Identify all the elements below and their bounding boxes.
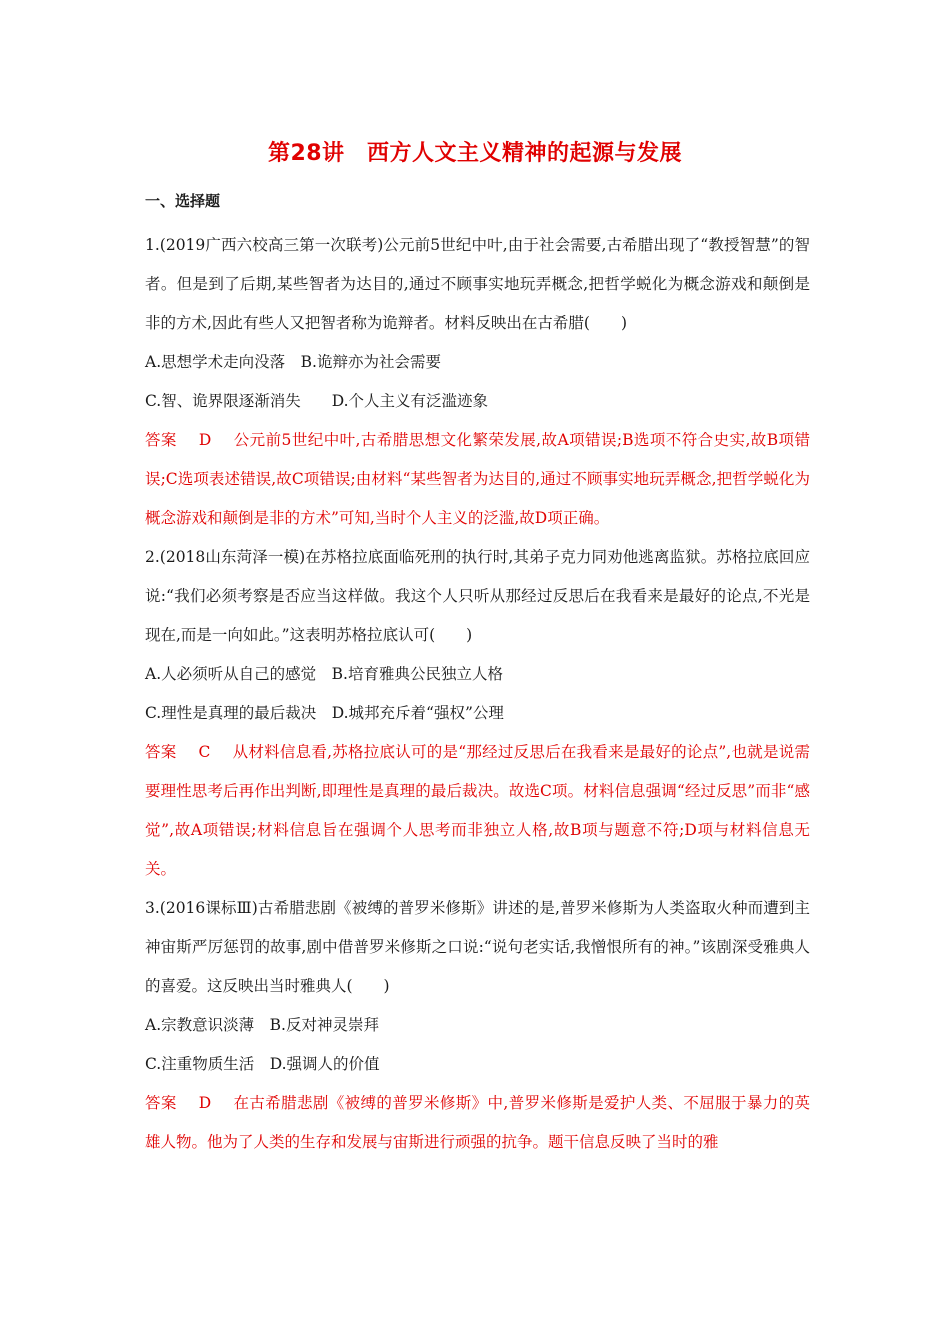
answer-block xyxy=(145,1084,810,1162)
answer-explanation: 公元前5世纪中叶,古希腊思想文化繁荣发展,故A项错误;B选项不符合史实,故B项错误;C选项表述错误,故C项错误;由材料“某些智者为达目的,通过不顾事实地玩弄概念,把哲学蜕化为概念游戏和颠倒是非的方术”可知,当时个人主义的泛滥,故D项正确。 xyxy=(145,431,810,527)
answer-explanation: 从材料信息看,苏格拉底认可的是“那经过反思后在我看来是最好的论点”,也就是说需要理性思考后再作出判断,即理性是真理的最后裁决。故选C项。材料信息强调“经过反思”而非“感觉”,故A项错误;材料信息旨在强调个人思考而非独立人格,故B项与题意不符;D项与材料信息无关。 xyxy=(145,743,810,878)
answer-block xyxy=(145,733,810,889)
question-stem: 2.(2018山东菏泽一模)在苏格拉底面临死刑的执行时,其弟子克力同劝他逃离监狱。苏格拉底回应说:“我们必须考察是否应当这样做。我这个人只听从那经过反思后在我看来是最好的论点,不光是现在,而是一向如此。”这表明苏格拉底认可( ) xyxy=(145,548,810,644)
option-line: C.理性是真理的最后裁决 D.城邦充斥着“强权”公理 xyxy=(145,704,504,722)
option-line: C.智、诡界限逐渐消失 D.个人主义有泛滥迹象 xyxy=(145,392,489,410)
option-line: A.思想学术走向没落 B.诡辩亦为社会需要 xyxy=(145,353,441,371)
answer-letter: D xyxy=(198,431,212,449)
question-list xyxy=(145,226,810,1162)
answer-label: 答案 xyxy=(145,743,177,761)
answer-label: 答案 xyxy=(145,431,177,449)
page-title: 第28讲 西方人文主义精神的起源与发展 xyxy=(267,141,683,166)
option-line: C.注重物质生活 D.强调人的价值 xyxy=(145,1055,380,1073)
answer-explanation: 在古希腊悲剧《被缚的普罗米修斯》中,普罗米修斯是爱护人类、不屈服于暴力的英雄人物。他为了人类的生存和发展与宙斯进行顽强的抗争。题干信息反映了当时的雅 xyxy=(145,1094,810,1151)
option-line: A.人必须听从自己的感觉 B.培育雅典公民独立人格 xyxy=(145,665,503,683)
option-line: A.宗教意识淡薄 B.反对神灵崇拜 xyxy=(145,1016,379,1034)
answer-letter: D xyxy=(198,1094,212,1112)
section-heading: 一、选择题 xyxy=(145,192,221,210)
answer-label: 答案 xyxy=(145,1094,177,1112)
question-stem: 1.(2019广西六校高三第一次联考)公元前5世纪中叶,由于社会需要,古希腊出现了“教授智慧”的智者。但是到了后期,某些智者为达目的,通过不顾事实地玩弄概念,把哲学蜕化为概念游戏和颠倒是非的方术,因此有些人又把智者称为诡辩者。材料反映出在古希腊( ) xyxy=(145,236,810,332)
answer-block xyxy=(145,421,810,538)
question-stem: 3.(2016课标Ⅲ)古希腊悲剧《被缚的普罗米修斯》讲述的是,普罗米修斯为人类盗取火种而遭到主神宙斯严厉惩罚的故事,剧中借普罗米修斯之口说:“说句老实话,我憎恨所有的神。”该剧深受雅典人的喜爱。这反映出当时雅典人( ) xyxy=(145,899,810,995)
answer-letter: C xyxy=(198,743,211,761)
